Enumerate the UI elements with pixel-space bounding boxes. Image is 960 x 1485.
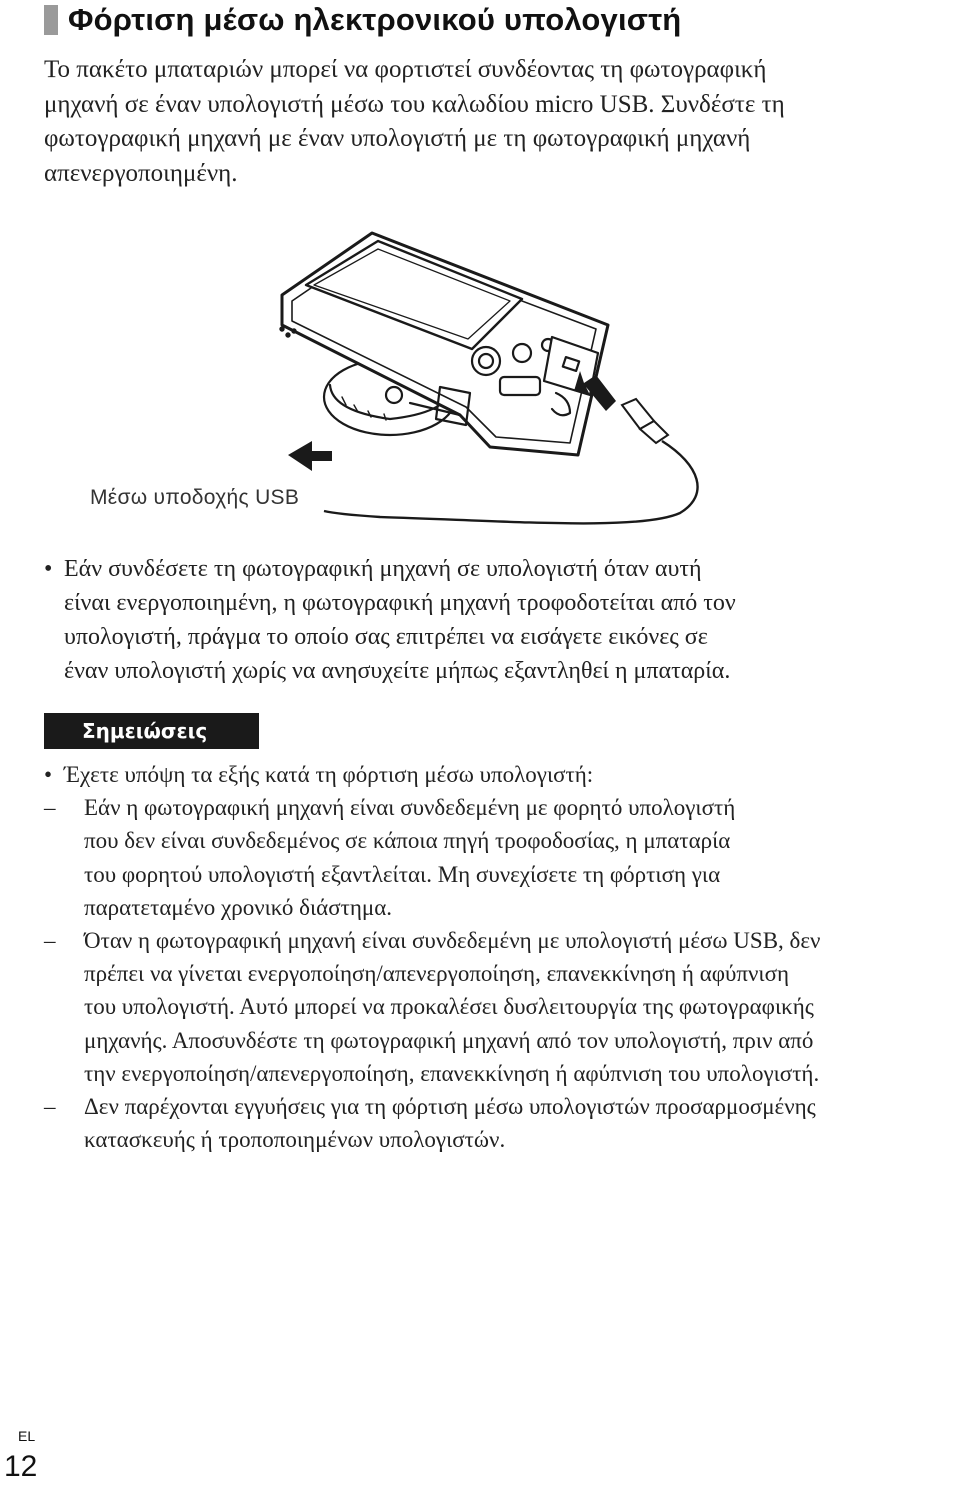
bullet-line: είναι ενεργοποιημένη, η φωτογραφική μηχανή τροφοδοτείται από τον bbox=[64, 590, 736, 616]
intro-line: μηχανή σε έναν υπολογιστή μέσω του καλωδίου micro USB. Συνδέστε τη bbox=[44, 90, 785, 118]
section-marker bbox=[44, 5, 58, 35]
note-line: Εάν η φωτογραφική μηχανή είναι συνδεδεμένη με φορητό υπολογιστή bbox=[84, 795, 736, 821]
bullet-line: Εάν συνδέσετε τη φωτογραφική μηχανή σε υπολογιστή όταν αυτή bbox=[64, 556, 702, 582]
to-computer-arrow-icon bbox=[288, 441, 332, 471]
note-line: του υπολογιστή. Αυτό μπορεί να προκαλέσει δυσλειτουργία της φωτογραφικής bbox=[84, 994, 814, 1020]
language-code: EL bbox=[18, 1428, 36, 1444]
notes-list bbox=[44, 758, 944, 1156]
note-dash: – bbox=[44, 1094, 56, 1120]
note-line: Δεν παρέχονται εγγυήσεις για τη φόρτιση μέσω υπολογιστών προσαρμοσμένης bbox=[84, 1094, 816, 1120]
note-subitem bbox=[44, 1090, 944, 1156]
usb-cable bbox=[324, 441, 698, 523]
note-dash: – bbox=[44, 795, 56, 821]
note-line: Όταν η φωτογραφική μηχανή είναι συνδεδεμένη με υπολογιστή μέσω USB, δεν bbox=[84, 928, 821, 954]
notes-heading: Σημειώσεις bbox=[44, 713, 259, 749]
note-item bbox=[44, 758, 944, 791]
note-subitem bbox=[44, 791, 944, 924]
note-line: κατασκευής ή τροποποιημένων υπολογιστών. bbox=[84, 1127, 506, 1153]
note-line: παρατεταμένο χρονικό διάστημα. bbox=[84, 894, 393, 920]
intro-line: απενεργοποιημένη. bbox=[44, 159, 238, 187]
note-line: Έχετε υπόψη τα εξής κατά τη φόρτιση μέσω υπολογιστή: bbox=[64, 762, 594, 787]
note-line: που δεν είναι συνδεδεμένος σε κάποια πηγή τροφοδοσίας, η μπαταρία bbox=[84, 828, 731, 854]
camera-usb-illustration bbox=[260, 225, 720, 525]
section-heading bbox=[44, 2, 681, 38]
intro-line: φωτογραφική μηχανή με έναν υπολογιστή με τη φωτογραφική μηχανή bbox=[44, 125, 751, 152]
note-line: μηχανής. Αποσυνδέστε τη φωτογραφική μηχανή από τον υπολογιστή, πριν από bbox=[84, 1027, 814, 1053]
figure-caption: Μέσω υποδοχής USB bbox=[90, 486, 300, 509]
note-line: του φορητού υπολογιστή εξαντλείται. Μη συνεχίσετε τη φόρτιση για bbox=[84, 861, 721, 887]
section-title: Φόρτιση μέσω ηλεκτρονικού υπολογιστή bbox=[68, 2, 682, 37]
bullet-mark: • bbox=[44, 556, 53, 582]
note-subitem bbox=[44, 924, 944, 1090]
intro-line: Το πακέτο μπαταριών μπορεί να φορτιστεί συνδέοντας τη φωτογραφική bbox=[44, 56, 767, 83]
usb-plug bbox=[622, 399, 668, 443]
bullet-line: έναν υπολογιστή χωρίς να ανησυχείτε μήπως εξαντληθεί η μπαταρία. bbox=[64, 658, 731, 684]
bullet-line: υπολογιστή, πράγμα το οποίο σας επιτρέπει να εισάγετε εικόνες σε bbox=[64, 624, 708, 650]
intro-paragraph bbox=[44, 53, 924, 191]
note-line: την ενεργοποίηση/απενεργοποίηση, επανεκκίνηση ή αφύπνιση του υπολογιστή. bbox=[84, 1060, 820, 1086]
page-number: 12 bbox=[4, 1450, 38, 1483]
note-mark: • bbox=[44, 762, 53, 787]
note-dash: – bbox=[44, 928, 56, 954]
note-line: πρέπει να γίνεται ενεργοποίηση/απενεργοποίηση, επανεκκίνηση ή αφύπνιση bbox=[84, 961, 790, 987]
info-bullet bbox=[44, 552, 934, 688]
